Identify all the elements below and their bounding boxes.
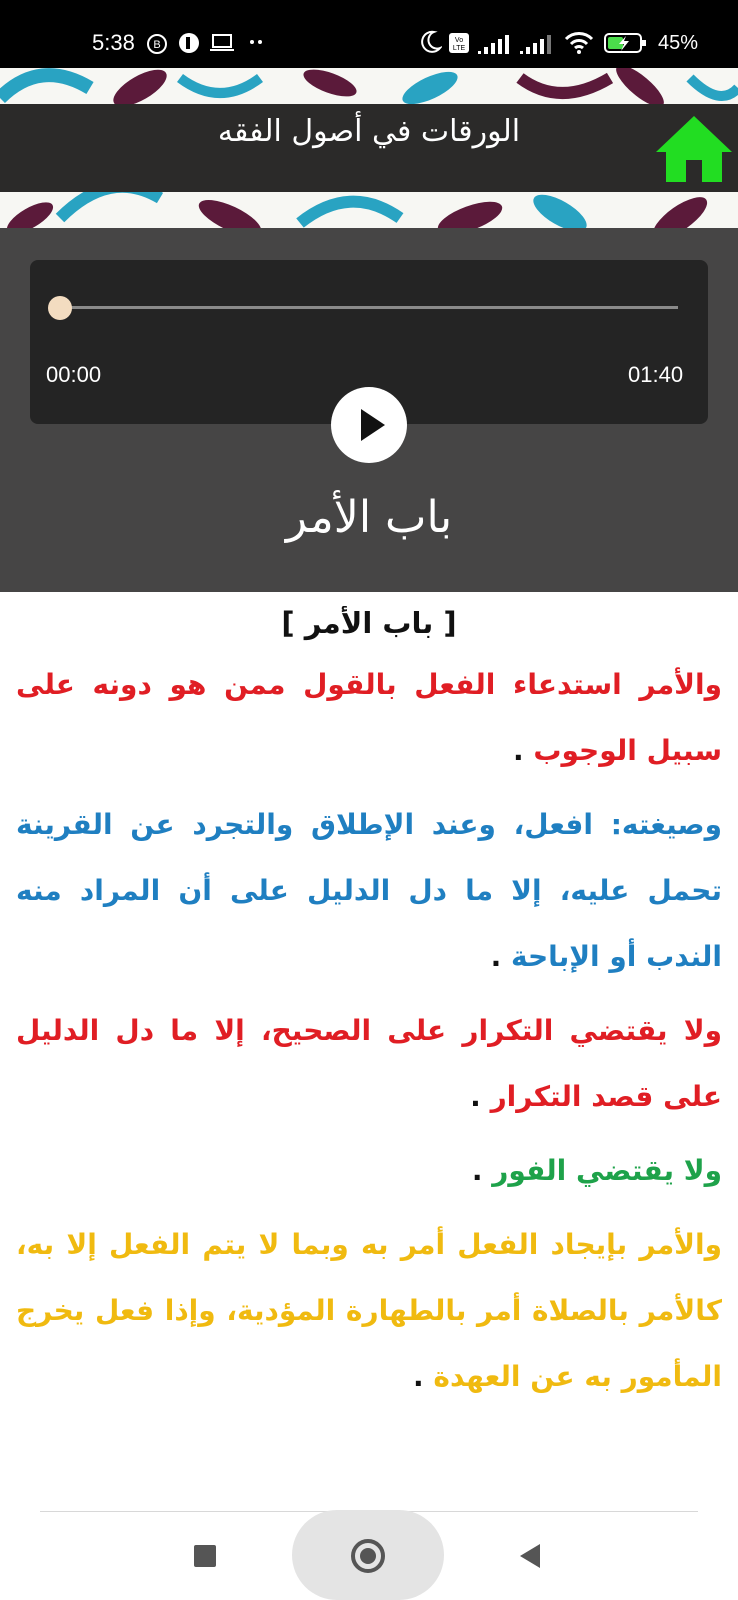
play-button[interactable] bbox=[331, 387, 407, 463]
notification-icon bbox=[178, 32, 200, 59]
seek-bar[interactable] bbox=[60, 306, 678, 309]
dots-icon bbox=[248, 30, 266, 53]
current-time: 00:00 bbox=[46, 362, 102, 387]
back-triangle-icon[interactable] bbox=[520, 1544, 540, 1568]
battery-percent: 45% bbox=[658, 32, 699, 54]
paragraph-5: والأمر بإيجاد الفعل أمر به وبما لا يتم الفعل إلا به، كالأمر بالصلاة أمر بالطهارة المؤدية، وإذا فعل يخرج المأمور به عن العهدة . bbox=[16, 1228, 722, 1393]
lesson-text bbox=[16, 606, 722, 1510]
paragraph-4: ولا يقتضي الفور . bbox=[471, 1154, 722, 1187]
moon-icon bbox=[420, 30, 442, 59]
total-time: 01:40 bbox=[628, 362, 684, 387]
section-title: [ باب الأمر ] bbox=[281, 606, 457, 640]
svg-text:Vo: Vo bbox=[454, 37, 464, 44]
signal-icon-2 bbox=[520, 34, 554, 59]
home-icon bbox=[654, 114, 734, 184]
paragraph-2: وصيغته: افعل، وعند الإطلاق والتجرد عن القرينة تحمل عليه، إلا ما دل الدليل على أن المراد منه الندب أو الإباحة . bbox=[16, 808, 722, 973]
svg-text:LTE: LTE bbox=[452, 45, 466, 52]
volte-icon bbox=[448, 32, 470, 59]
signal-icon bbox=[478, 34, 512, 59]
b-badge-icon bbox=[146, 33, 168, 60]
page-title: الورقات في أصول الفقه bbox=[217, 114, 521, 149]
paragraph-3: ولا يقتضي التكرار على الصحيح، إلا ما دل الدليل على قصد التكرار . bbox=[16, 1014, 722, 1113]
play-icon bbox=[361, 409, 385, 441]
paragraph-1: والأمر استدعاء الفعل بالقول ممن هو دونه على سبيل الوجوب . bbox=[16, 668, 722, 767]
home-button[interactable] bbox=[654, 114, 734, 184]
wifi-icon bbox=[564, 30, 594, 59]
recents-square-icon[interactable] bbox=[194, 1545, 216, 1567]
chapter-heading: باب الأمر bbox=[285, 492, 453, 543]
status-bar bbox=[0, 0, 738, 68]
app-title-bar bbox=[0, 104, 738, 192]
battery-charging-icon bbox=[604, 32, 648, 59]
laptop-icon bbox=[210, 34, 234, 57]
svg-text:B: B bbox=[153, 39, 161, 51]
seek-thumb[interactable] bbox=[48, 296, 72, 320]
status-time: 5:38 bbox=[92, 30, 135, 55]
home-circle-icon[interactable] bbox=[351, 1539, 385, 1573]
